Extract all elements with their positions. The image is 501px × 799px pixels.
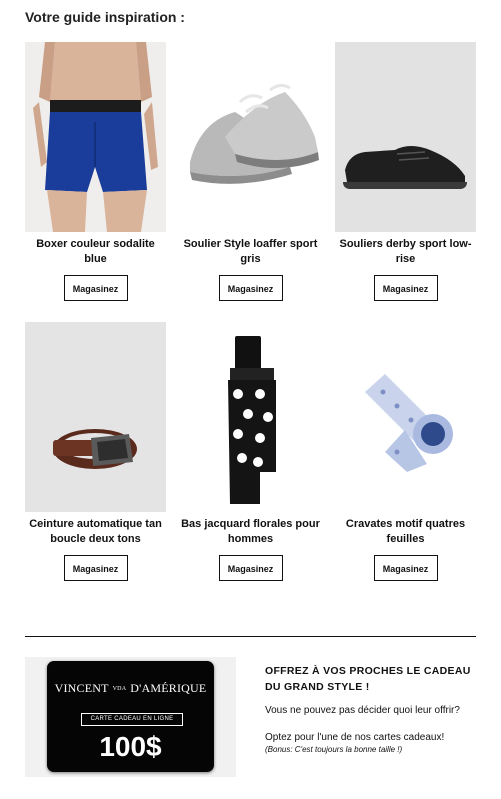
section-heading: Votre guide inspiration : bbox=[25, 9, 185, 25]
shop-button[interactable]: Magasinez bbox=[374, 275, 438, 301]
shop-button[interactable]: Magasinez bbox=[64, 555, 128, 581]
product-card bbox=[25, 322, 166, 581]
shop-button[interactable]: Magasinez bbox=[219, 275, 283, 301]
product-image-derby-shoe[interactable] bbox=[335, 42, 476, 232]
gift-card bbox=[47, 661, 214, 772]
promo-question: Vous ne pouvez pas décider quoi leur offrir? bbox=[265, 705, 460, 716]
product-name: Souliers derby sport low-rise bbox=[339, 238, 472, 265]
gift-card-brand bbox=[47, 681, 214, 696]
promo-title: OFFREZ À VOS PROCHES LE CADEAU DU GRAND STYLE ! bbox=[265, 665, 471, 693]
shop-button[interactable]: Magasinez bbox=[64, 275, 128, 301]
product-name: Soulier Style loaffer sport gris bbox=[183, 238, 318, 265]
promo-bonus-note: (Bonus: C'est toujours la bonne taille !) bbox=[265, 745, 403, 754]
brand-right: D'AMÉRIQUE bbox=[130, 681, 207, 695]
brand-left: VINCENT bbox=[54, 681, 109, 695]
promo-suggestion: Optez pour l'une de nos cartes cadeaux! bbox=[265, 732, 445, 743]
product-image-sneakers[interactable] bbox=[180, 42, 321, 232]
product-card bbox=[25, 42, 166, 301]
product-card bbox=[335, 42, 476, 301]
product-image-belt[interactable] bbox=[25, 322, 166, 512]
product-card bbox=[180, 42, 321, 301]
shop-button[interactable]: Magasinez bbox=[374, 555, 438, 581]
gift-promo bbox=[265, 663, 480, 755]
shop-button[interactable]: Magasinez bbox=[219, 555, 283, 581]
product-image-tie[interactable] bbox=[335, 322, 476, 512]
product-image-socks[interactable] bbox=[180, 322, 321, 512]
brand-logo: VDA bbox=[112, 686, 127, 693]
product-image-boxer[interactable] bbox=[25, 42, 166, 232]
section-divider bbox=[25, 636, 476, 637]
gift-card-amount: 100$ bbox=[99, 731, 162, 762]
product-name: Cravates motif quatres feuilles bbox=[345, 518, 466, 545]
product-name: Bas jacquard florales pour hommes bbox=[181, 518, 320, 545]
product-card bbox=[180, 322, 321, 581]
gift-card-label: CARTE CADEAU EN LIGNE bbox=[81, 713, 183, 726]
gift-card-image[interactable] bbox=[25, 657, 236, 777]
product-name: Boxer couleur sodalite blue bbox=[36, 238, 155, 265]
product-card bbox=[335, 322, 476, 581]
product-name: Ceinture automatique tan boucle deux tons bbox=[29, 518, 162, 545]
